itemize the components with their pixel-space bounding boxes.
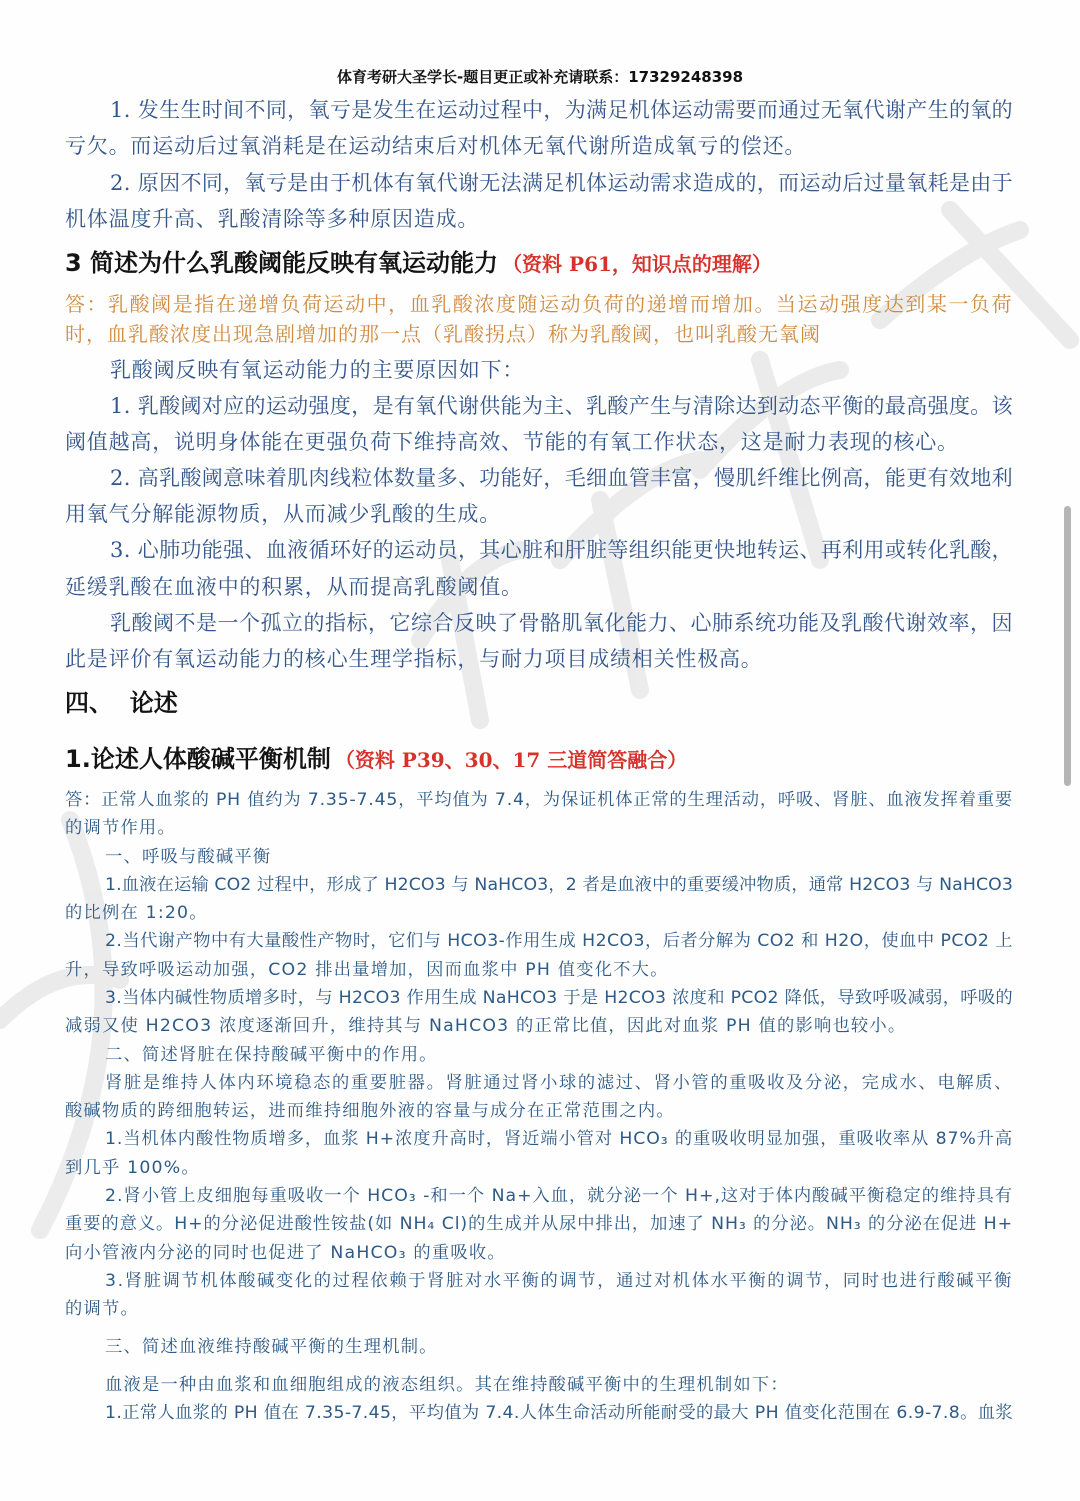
part-title: 四、 论述 [65,689,178,717]
paragraph-line: 升，导致呼吸运动加强，CO2 排出量增加，因而血浆中 PH 值变化不大。 [65,959,669,980]
paragraph-line: 1. 乳酸阈对应的运动强度，是有氧代谢供能为主、乳酸产生与清除达到动态平衡的最高强度。该 [110,394,1013,419]
paragraph-line: 3.当体内碱性物质增多时，与 H2CO3 作用生成 NaHCO3 于是 H2CO3 浓度和 PCO2 降低，导致呼吸减弱，呼吸的 [105,987,1013,1008]
paragraph-line: 用氧气分解能源物质，从而减少乳酸的生成。 [65,502,501,527]
question-3-answer [65,289,1013,349]
subsection-heading: 二、简述肾脏在保持酸碱平衡中的作用。 [105,1044,438,1065]
scrollbar-thumb[interactable] [1064,506,1071,786]
oxygen-debt-paragraphs [65,92,1013,237]
paragraph-line: 减弱又使 H2CO3 浓度逐渐回升，维持其与 NaHCO3 的正常比值，因此对血浆 PH 值的影响也较小。 [65,1016,907,1037]
paragraph-line: 肾脏是维持人体内环境稳态的重要脏器。肾脏通过肾小球的滤过、肾小管的重吸收及分泌，完成水、电解质、 [105,1072,1013,1093]
paragraph-line: 答：正常人血浆的 PH 值约为 7.35-7.45，平均值为 7.4，为保证机体正常的生理活动，呼吸、肾脏、血液发挥着重要 [65,790,1013,810]
paragraph-line: 的调节。 [65,1299,139,1320]
paragraph-line: 1.血液在运输 CO2 过程中，形成了 H2CO3 与 NaHCO3，2 者是血液中的重要缓冲物质，通常 H2CO3 与 NaHCO3 [105,874,1013,895]
subsection-heading: 一、呼吸与酸碱平衡 [105,846,272,867]
paragraph-line: 延缓乳酸在血液中的积累，从而提高乳酸阈值。 [65,574,523,599]
paragraph-line: 的比例在 1:20。 [65,903,208,924]
source-note: （资料 P39、30、17 三道简答融合） [334,748,688,772]
paragraph-line: 2.肾小管上皮细胞每重吸收一个 HCO₃ -和一个 Na+入血，就分泌一个 H+,这对于体内酸碱平衡稳定的维持具有 [105,1185,1013,1206]
blood-section [65,1333,1013,1361]
paragraph-line: 2. 原因不同，氧亏是由于机体有氧代谢无法满足机体运动需求造成的，而运动后过量氧耗是由于 [110,170,1013,195]
essay-1-body [65,786,1013,1323]
source-note: （资料 P61，知识点的理解） [502,252,772,276]
paragraph-line: 1. 发生生时间不同，氧亏是发生在运动过程中，为满足机体运动需要而通过无氧代谢产生的氧的 [110,98,1013,122]
question-3-heading [65,246,1013,280]
question-title: 1.论述人体酸碱平衡机制 [65,745,331,773]
answer-line: 时，血乳酸浓度出现急剧增加的那一点（乳酸拐点）称为乳酸阈，也叫乳酸无氧阈 [65,322,821,346]
paragraph-line: 3.肾脏调节机体酸碱变化的过程依赖于肾脏对水平衡的调节，通过对机体水平衡的调节，同时也进行酸碱平衡 [105,1270,1013,1291]
question-title: 3 简述为什么乳酸阈能反映有氧运动能力 [65,249,499,277]
paragraph-line: 1.当机体内酸性物质增多，血浆 H+浓度升高时，肾近端小管对 HCO₃ 的重吸收明显加强，重吸收率从 87%升高 [105,1129,1013,1150]
paragraph-line: 向小管液内分泌的同时也促进了 NaHCO₃ 的重吸收。 [65,1242,506,1263]
paragraph-line: 酸碱物质的跨细胞转运，进而维持细胞外液的容量与成分在正常范围之内。 [65,1101,675,1122]
paragraph-line: 亏欠。而运动后过氧消耗是在运动结束后对机体无氧代谢所造成氧亏的偿还。 [65,134,807,159]
paragraph-line: 乳酸阈反映有氧运动能力的主要原因如下： [110,358,525,382]
paragraph-line: 重要的意义。H+的分泌促进酸性铵盐(如 NH₄ Cl)的生成并从尿中排出，加速了 NH₃ 的分泌。NH₃ 的分泌在促进 H+ [65,1214,1013,1235]
subsection-heading: 三、简述血液维持酸碱平衡的生理机制。 [105,1337,438,1357]
paragraph-line: 2. 高乳酸阈意味着肌肉线粒体数量多、功能好，毛细血管丰富，慢肌纤维比例高，能更有效地利 [110,466,1013,491]
essay-1-heading [65,742,1013,776]
question-3-body [65,352,1013,677]
paragraph-line: 1.正常人血浆的 PH 值在 7.35-7.45，平均值为 7.4.人体生命活动所能耐受的最大 PH 值变化范围在 6.9-7.8。血浆 [105,1403,1013,1423]
paragraph-line: 乳酸阈不是一个孤立的指标，它综合反映了骨骼肌氧化能力、心肺系统功能及乳酸代谢效率，因 [110,610,1013,635]
page-header: 体育考研大圣学长-题目更正或补充请联系：17329248398 [336,68,744,86]
paragraph-line: 的调节作用。 [65,818,176,839]
part-4-heading [65,686,1013,720]
answer-line: 答：乳酸阈是指在递增负荷运动中，血乳酸浓度随运动负荷的递增而增加。当运动强度达到某一负荷 [65,292,1013,316]
paragraph-line: 阈值越高，说明身体能在更强负荷下维持高效、节能的有氧工作状态，这是耐力表现的核心。 [65,430,959,455]
paragraph-line: 血液是一种由血浆和血细胞组成的液态组织。其在维持酸碱平衡中的生理机制如下： [105,1375,789,1395]
blood-section-body [65,1371,1013,1427]
paragraph-line: 2.当代谢产物中有大量酸性产物时，它们与 HCO3-作用生成 H2CO3，后者分解为 CO2 和 H2O，使血中 PCO2 上 [105,931,1013,952]
paragraph-line: 此是评价有氧运动能力的核心生理学指标，与耐力项目成绩相关性极高。 [65,646,763,671]
paragraph-line: 到几乎 100%。 [65,1157,200,1178]
paragraph-line: 3. 心肺功能强、血液循环好的运动员，其心脏和肝脏等组织能更快地转运、再利用或转化乳酸， [110,538,1013,563]
paragraph-line: 机体温度升高、乳酸清除等多种原因造成。 [65,206,480,231]
